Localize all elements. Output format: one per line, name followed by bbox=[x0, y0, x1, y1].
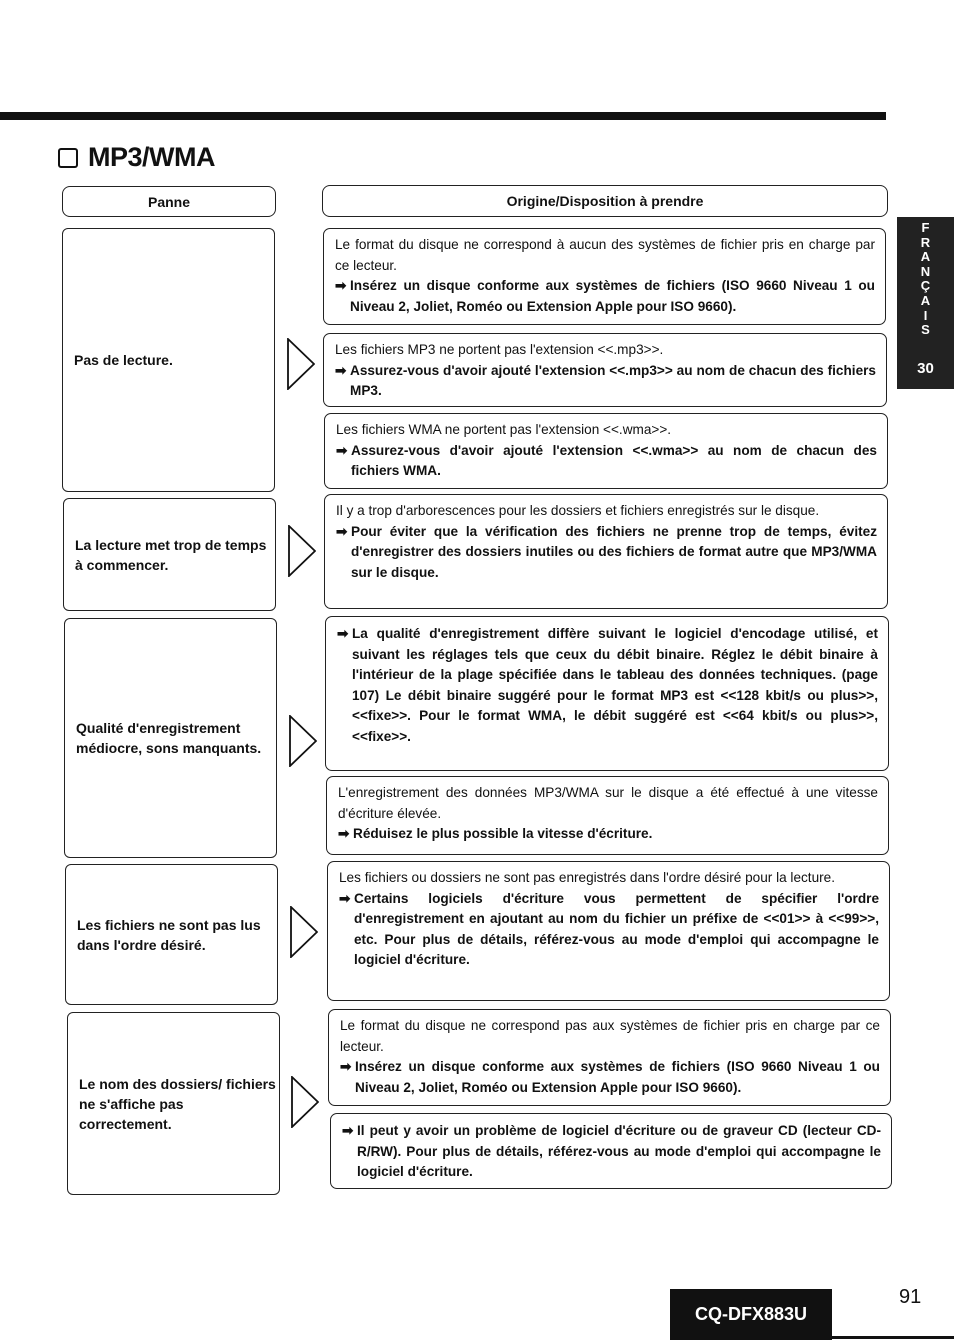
arrow-right-icon: ➡ bbox=[336, 523, 348, 539]
triangle-arrow-icon bbox=[291, 1076, 319, 1128]
header-origine-label: Origine/Disposition à prendre bbox=[506, 193, 704, 209]
section-page-number: 30 bbox=[917, 360, 934, 377]
problem-box bbox=[62, 228, 275, 492]
arrow-right-icon: ➡ bbox=[342, 1123, 354, 1138]
arrow-right-icon: ➡ bbox=[338, 826, 350, 841]
triangle-arrow-icon bbox=[289, 715, 317, 767]
language-side-tab bbox=[897, 217, 954, 389]
cause-box bbox=[327, 861, 890, 1001]
remedy bbox=[340, 1057, 880, 1098]
triangle-arrow-icon bbox=[288, 525, 316, 577]
triangle-arrow-icon bbox=[287, 338, 315, 390]
triangle-arrow-icon bbox=[290, 906, 318, 958]
remedy-text: Réduisez le plus possible la vitesse d'écriture. bbox=[353, 826, 653, 841]
cause-text: Il y a trop d'arborescences pour les dossiers et fichiers enregistrés sur le disque. bbox=[336, 503, 820, 518]
remedy bbox=[337, 624, 878, 747]
model-name: CQ-DFX883U bbox=[694, 1304, 808, 1324]
remedy-text: La qualité d'enregistrement diffère suivant le logiciel d'encodage utilisé, et suivant les réglages tels que ceux du débit binaire. Réglez le débit binaire à l'intérieur de la plage spécifiée dans le tableau des données techniques. (page 107) Le débit binaire suggéré pour le format MP3 est <<128 kbit/s ou plus>>, <<fixe>>. Pour le format WMA, le débit suggéré est <<64 kbit/s ou plus>>, <<fixe>>. bbox=[352, 626, 878, 744]
remedy bbox=[338, 824, 878, 845]
problem-box bbox=[67, 1012, 280, 1195]
cause-box bbox=[324, 413, 888, 489]
cause-text: L'enregistrement des données MP3/WMA sur le disque a été effectué à une vitesse d'écriture élevée. bbox=[338, 785, 878, 821]
remedy-text: Assurez-vous d'avoir ajouté l'extension <<.mp3>> au nom de chacun des fichiers MP3. bbox=[350, 362, 876, 398]
cause-text: Le format du disque ne correspond pas aux systèmes de fichier pris en charge par ce lecteur. bbox=[340, 1018, 880, 1054]
cause-box bbox=[323, 333, 887, 407]
cause-box bbox=[330, 1113, 892, 1189]
cause-box bbox=[325, 616, 889, 771]
cause-box bbox=[323, 228, 886, 325]
remedy bbox=[339, 889, 879, 971]
cause-text: Le format du disque ne correspond à aucun des systèmes de fichier pris en charge par ce lecteur. bbox=[335, 237, 875, 273]
cause-box bbox=[326, 776, 889, 855]
remedy-text: Pour éviter que la vérification des fichiers ne prenne trop de temps, évitez d'enregistrer des dossiers inutiles ou des fichiers de format autre que MP3/WMA sur le disque. bbox=[351, 523, 877, 580]
cause-text: Les fichiers WMA ne portent pas l'extension <<.wma>>. bbox=[336, 422, 672, 437]
remedy bbox=[335, 276, 875, 317]
checkbox-square-icon bbox=[58, 148, 78, 168]
arrow-right-icon: ➡ bbox=[337, 626, 349, 641]
remedy bbox=[335, 361, 876, 402]
cause-box bbox=[328, 1009, 891, 1106]
remedy-text: Insérez un disque conforme aux systèmes de fichiers (ISO 9660 Niveau 1 ou Niveau 2, Joliet, Roméo ou Extension Apple pour ISO 9660). bbox=[355, 1059, 880, 1095]
remedy bbox=[336, 522, 877, 584]
header-panne-label: Panne bbox=[147, 193, 190, 210]
arrow-right-icon: ➡ bbox=[335, 278, 347, 293]
remedy-text: Il peut y avoir un problème de logiciel d'écriture ou de graveur CD (lecteur CD-R/RW). Pour plus de détails, référez-vous au mode d'emploi qui accompagne le logiciel d'écriture. bbox=[357, 1123, 881, 1179]
model-badge bbox=[670, 1289, 832, 1340]
remedy-text: Insérez un disque conforme aux systèmes de fichiers (ISO 9660 Niveau 1 ou Niveau 2, Joliet, Roméo ou Extension Apple pour ISO 9660). bbox=[350, 278, 875, 314]
arrow-right-icon: ➡ bbox=[336, 442, 348, 458]
arrow-right-icon: ➡ bbox=[335, 362, 347, 378]
footer-rule bbox=[832, 1336, 954, 1339]
section-title bbox=[58, 142, 215, 173]
page-number: 91 bbox=[899, 1286, 922, 1308]
cause-text: Les fichiers ou dossiers ne sont pas enregistrés dans l'ordre désiré pour la lecture. bbox=[339, 870, 836, 885]
cause-box bbox=[324, 494, 888, 609]
top-rule bbox=[0, 112, 886, 120]
problem-box bbox=[63, 498, 276, 611]
remedy-text: Assurez-vous d'avoir ajouté l'extension <<.wma>> au nom de chacun des fichiers WMA. bbox=[351, 442, 877, 478]
header-origine bbox=[322, 185, 888, 217]
arrow-right-icon: ➡ bbox=[339, 890, 351, 906]
problem-box bbox=[64, 618, 277, 858]
arrow-right-icon: ➡ bbox=[340, 1059, 352, 1074]
remedy-text: Certains logiciels d'écriture vous permettent de spécifier l'ordre d'enregistrement en ajoutant au nom du fichier un préfixe de <<01>> à <<99>>, etc. Pour plus de détails, référez-vous au mode d'emploi qui accompagne le logiciel d'écriture. bbox=[354, 890, 879, 967]
remedy bbox=[342, 1121, 881, 1183]
language-tab-letters: F R A N Ç A I S bbox=[920, 220, 931, 338]
problem-text: Les fichiers ne sont pas lus dans l'ordre désiré. bbox=[77, 916, 261, 953]
problem-text: Qualité d'enregistrement médiocre, sons manquants. bbox=[76, 720, 262, 756]
problem-box bbox=[65, 864, 278, 1005]
header-panne bbox=[62, 186, 276, 217]
problem-text: La lecture met trop de temps à commencer. bbox=[75, 536, 267, 573]
cause-text: Les fichiers MP3 ne portent pas l'extension <<.mp3>>. bbox=[335, 342, 664, 357]
remedy bbox=[336, 441, 877, 482]
problem-text: Pas de lecture. bbox=[74, 352, 173, 368]
section-title-text: MP3/WMA bbox=[88, 142, 215, 172]
problem-text: Le nom des dossiers/ fichiers ne s'affiche pas correctement. bbox=[79, 1075, 276, 1132]
